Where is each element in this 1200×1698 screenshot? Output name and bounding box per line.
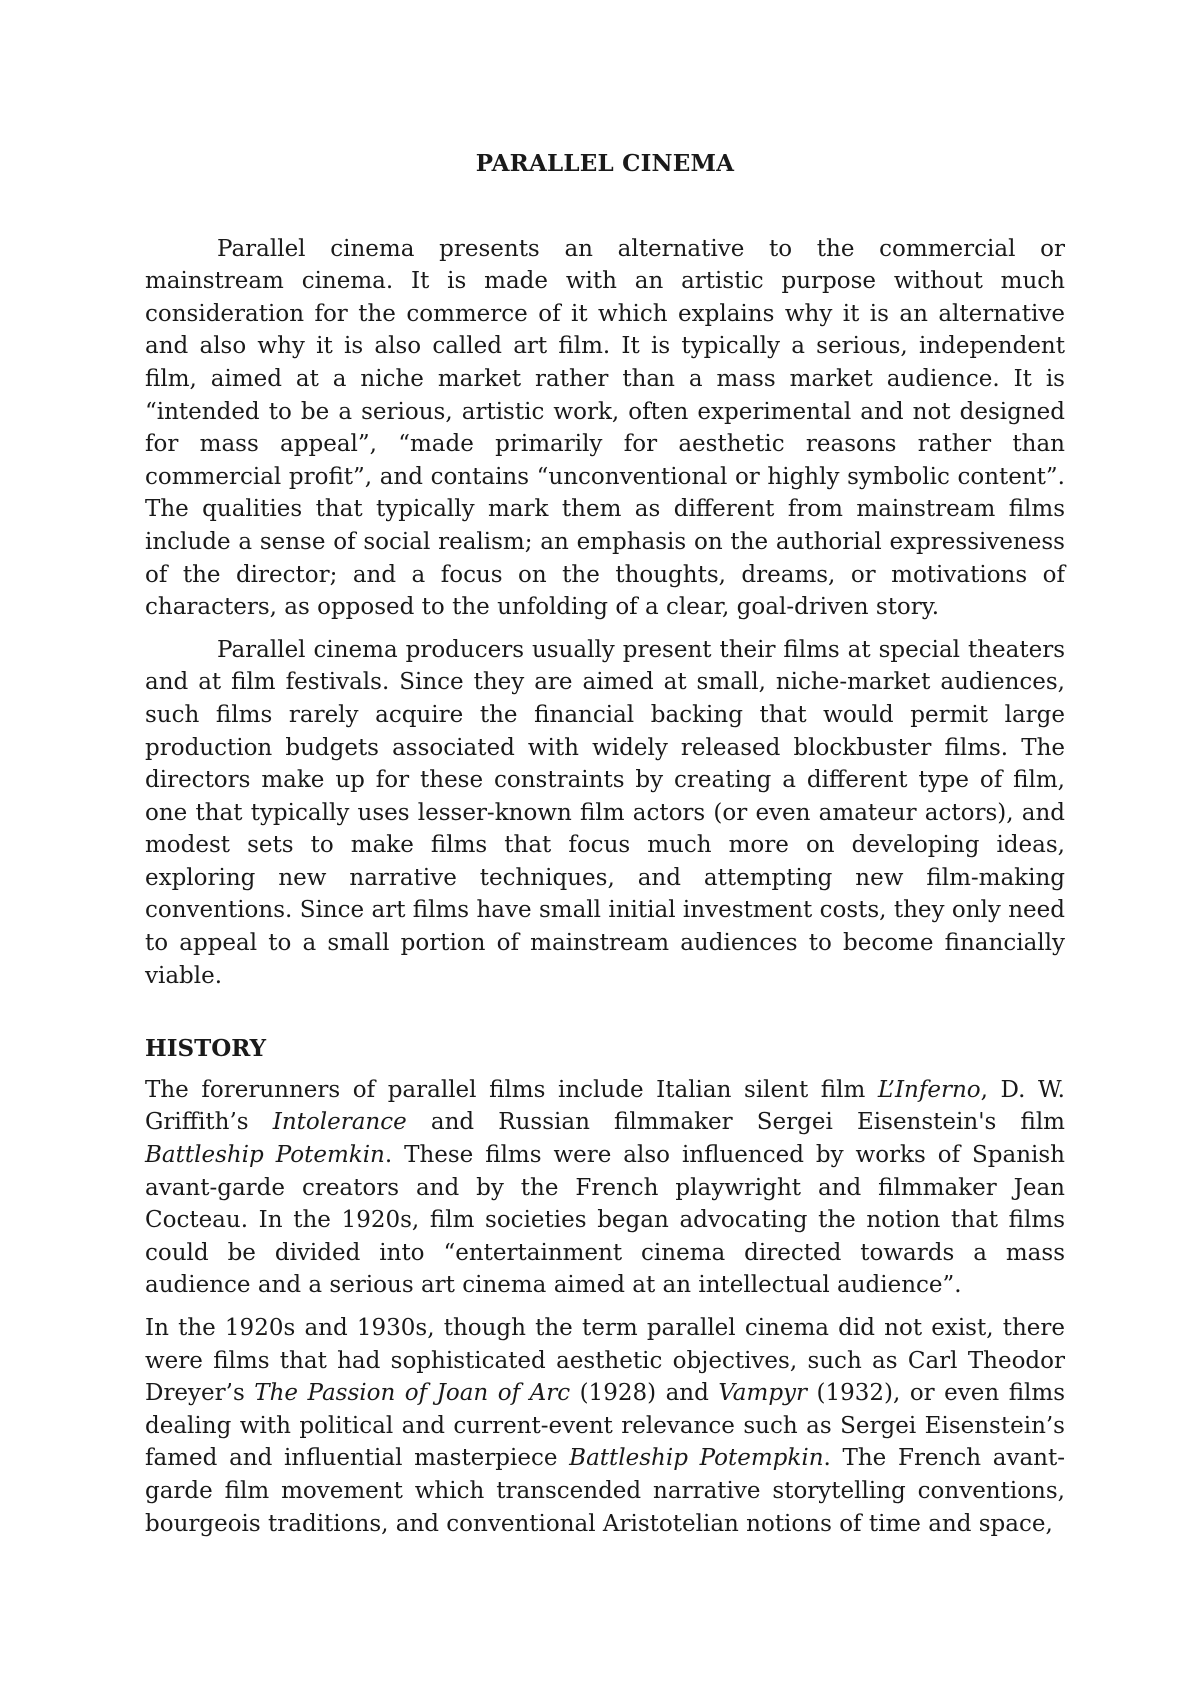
history-p1-italic-2: Intolerance: [272, 1109, 407, 1136]
intro-paragraph-2: Parallel cinema producers usually present their films at special theaters and at film festivals. Since they are aimed at small, niche-market audiences, such films rarely acquire the financial backing that would permit large production budgets associated with widely released blockbuster films. The directors make up for these constraints by creating a different type of film, one that typically uses lesser-known film actors (or even amateur actors), and modest sets to make films that focus much more on developing ideas, exploring new narrative techniques, and attempting new film-making conventions. Since art films have small initial investment costs, they only need to appeal to a small portion of mainstream audiences to become financially viable.: [145, 636, 1065, 989]
history-p2-text-4: . The French avant-garde film movement which transcended narrative storytelling conventions, bourgeois traditions, and conventional Aristotelian notions of time and space,: [145, 1445, 1065, 1537]
history-p1-text-1: The forerunners of parallel films include Italian silent film: [145, 1076, 878, 1103]
history-p2-italic-1: The Passion of Joan of Arc: [254, 1380, 571, 1407]
history-p2-italic-3: Battleship Potempkin: [569, 1445, 824, 1472]
history-p2-text-3: (1932), or even films dealing with political and current-event relevance such as Sergei Eisenstein’s famed and influential masterpiece: [145, 1380, 1065, 1472]
history-paragraph-2: [145, 1312, 1065, 1540]
history-p1-italic-3: Battleship Potemkin: [145, 1142, 385, 1169]
page-title: PARALLEL CINEMA: [475, 150, 735, 177]
history-p2-text-2: (1928) and: [570, 1380, 719, 1407]
history-p1-text-3: and Russian filmmaker Sergei Eisenstein's film: [406, 1109, 1065, 1136]
history-p1-text-2: , D. W. Griffith’s: [145, 1076, 1065, 1136]
history-p1-text-4: . These films were also influenced by works of Spanish avant-garde creators and by the French playwright and filmmaker Jean Cocteau. In the 1920s, film societies began advocating the notion that films could be divided into “entertainment cinema directed towards a mass audience and a serious art cinema aimed at an intellectual audience”.: [145, 1142, 1065, 1299]
intro-paragraph-1: Parallel cinema presents an alternative to the commercial or mainstream cinema. It is made with an artistic purpose without much consideration for the commerce of it which explains why it is an alternative and also why it is also called art film. It is typically a serious, independent film, aimed at a niche market rather than a mass market audience. It is “intended to be a serious, artistic work, often experimental and not designed for mass appeal”, “made primarily for aesthetic reasons rather than commercial profit”, and contains “unconventional or highly symbolic content”. The qualities that typically mark them as different from mainstream films include a sense of social realism; an emphasis on the authorial expressiveness of the director; and a focus on the thoughts, dreams, or motivations of characters, as opposed to the unfolding of a clear, goal-driven story.: [145, 235, 1065, 621]
history-p2-text-1: In the 1920s and 1930s, though the term parallel cinema did not exist, there were films that had sophisticated aesthetic objectives, such as Carl Theodor Dreyer’s: [145, 1315, 1065, 1407]
document-body: [145, 148, 1065, 1550]
history-p1-italic-1: L’Inferno: [877, 1076, 981, 1103]
history-p2-italic-2: Vampyr: [718, 1380, 808, 1407]
history-paragraph-1: [145, 1074, 1065, 1302]
history-heading: HISTORY: [145, 1035, 267, 1063]
